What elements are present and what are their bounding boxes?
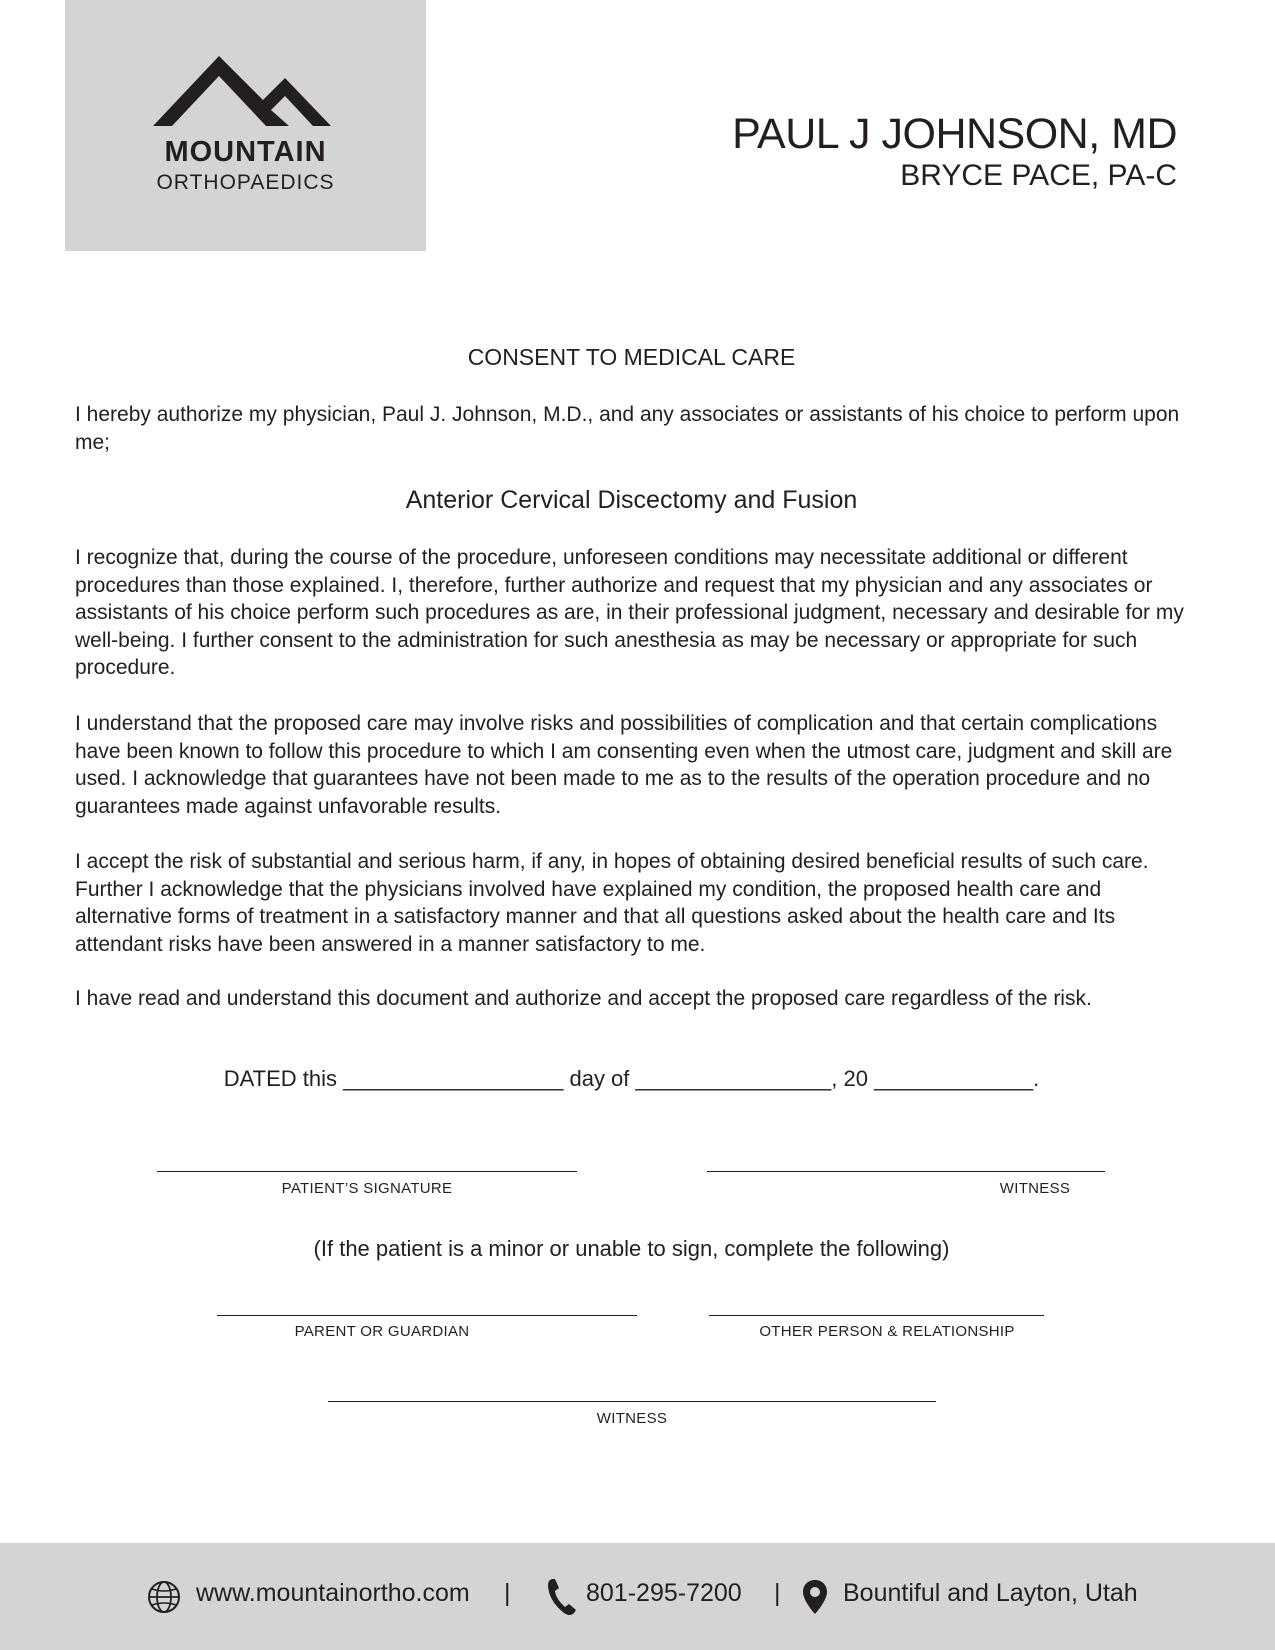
document-title: CONSENT TO MEDICAL CARE xyxy=(467,344,796,370)
logo-name: MOUNTAIN xyxy=(164,136,327,168)
intro-paragraph: I hereby authorize my physician, Paul J. Johnson, M.D., and any associates or assistants of his choice to perform upon me; xyxy=(75,403,1180,454)
footer-separator: | xyxy=(774,1579,781,1607)
witness-signature-label: WITNESS xyxy=(999,1180,1071,1197)
logo-subtitle: ORTHOPAEDICS xyxy=(156,171,335,194)
dated-line[interactable]: DATED this __________________ day of ________________, 20 _____________. xyxy=(223,1066,1040,1091)
procedure-name: Anterior Cervical Discectomy and Fusion xyxy=(405,486,858,514)
parent-signature-label: PARENT OR GUARDIAN xyxy=(294,1323,470,1340)
witness2-signature-line[interactable] xyxy=(328,1401,936,1402)
minor-note: (If the patient is a minor or unable to sign, complete the following) xyxy=(313,1236,950,1261)
paragraph-unforeseen: I recognize that, during the course of the procedure, unforeseen conditions may necessitate additional or different procedures than those explained. I, therefore, further authorize and request that my physician and any associates or assistants of his choice perform such procedures as are, in their professional judgment, necessary and desirable for my well-being. I further consent to the administration for such anesthesia as may be necessary or appropriate for such procedure. xyxy=(75,546,1184,679)
phone-icon xyxy=(546,1577,578,1617)
assistant-name: BRYCE PACE, PA-C xyxy=(900,159,1177,192)
globe-icon xyxy=(147,1580,181,1614)
footer-location: Bountiful and Layton, Utah xyxy=(843,1579,1138,1607)
doctor-name: PAUL J JOHNSON, MD xyxy=(732,110,1177,158)
paragraph-agreement: I have read and understand this document and authorize and accept the proposed care regardless of the risk. xyxy=(75,987,1092,1010)
mountain-logo-icon xyxy=(153,56,331,132)
parent-signature-line[interactable] xyxy=(217,1315,637,1316)
footer-separator: | xyxy=(504,1579,511,1607)
paragraph-acceptance: I accept the risk of substantial and serious harm, if any, in hopes of obtaining desired beneficial results of such care. Further I acknowledge that the physicians involved have explained my condition, the proposed health care and alternative forms of treatment in a satisfactory manner and that all questions asked about the health care and Its attendant risks have been answered in a manner satisfactory to me. xyxy=(75,850,1149,956)
footer-phone[interactable]: 801-295-7200 xyxy=(586,1579,742,1607)
patient-signature-line[interactable] xyxy=(157,1171,577,1172)
footer-website[interactable]: www.mountainortho.com xyxy=(196,1579,470,1607)
other-person-signature-line[interactable] xyxy=(709,1315,1044,1316)
witness2-signature-label: WITNESS xyxy=(596,1410,668,1427)
location-pin-icon xyxy=(802,1579,828,1615)
witness-signature-line[interactable] xyxy=(707,1171,1105,1172)
other-person-signature-label: OTHER PERSON & RELATIONSHIP xyxy=(759,1323,1015,1340)
paragraph-risks: I understand that the proposed care may involve risks and possibilities of complication and that certain complications have been known to follow this procedure to which I am consenting even when the utmost care, judgment and skill are used. I acknowledge that guarantees have not been made to me as to the results of the operation procedure and no guarantees made against unfavorable results. xyxy=(75,712,1173,818)
footer xyxy=(0,1543,1275,1650)
logo-box xyxy=(65,0,426,251)
patient-signature-label: PATIENT’S SIGNATURE xyxy=(281,1180,453,1197)
